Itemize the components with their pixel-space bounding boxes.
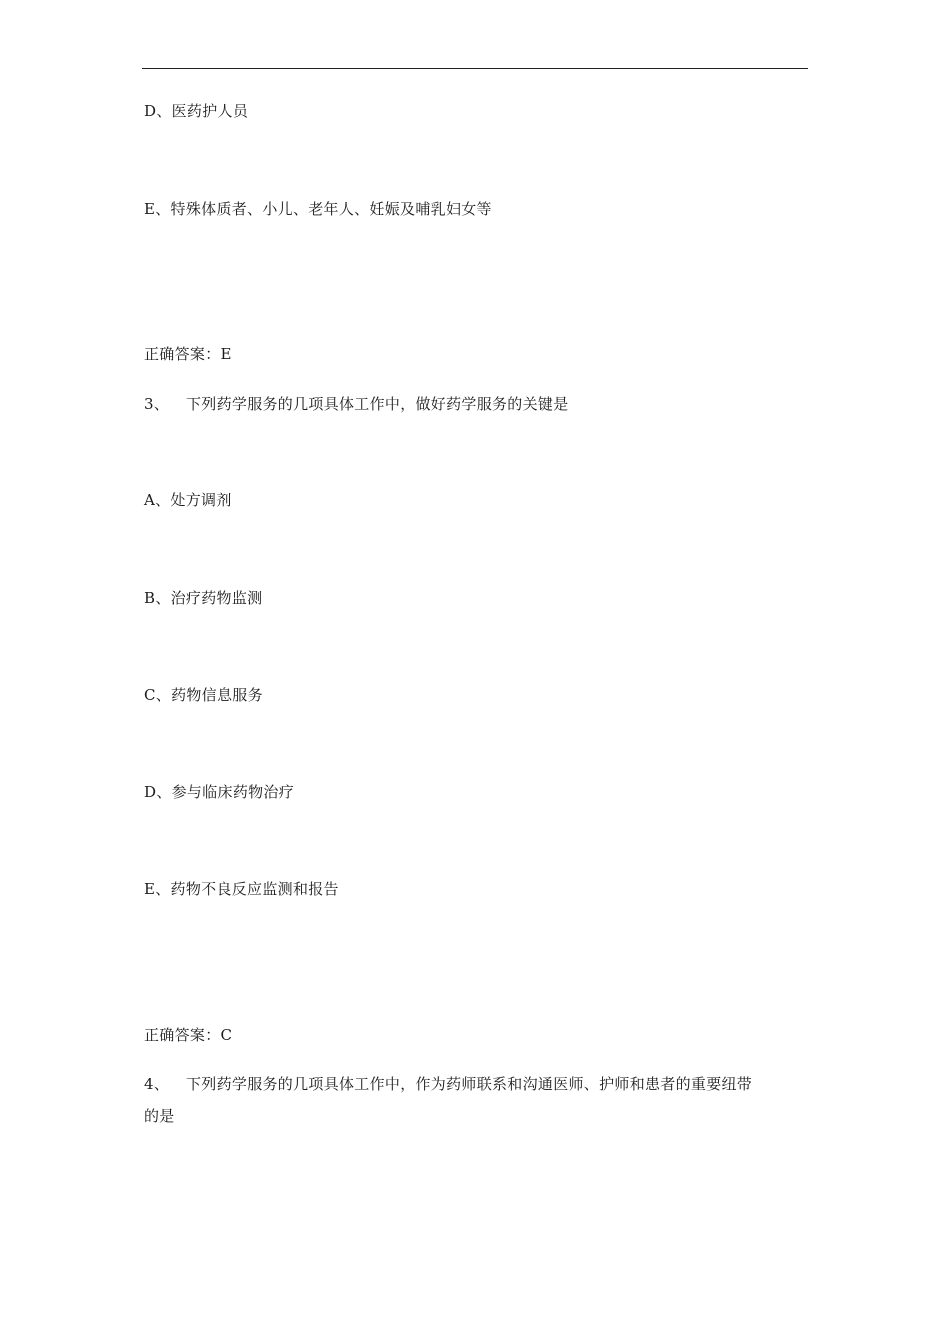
q3-option-d: D、参与临床药物治疗 [144, 783, 295, 801]
q2-answer: 正确答案：E [144, 345, 232, 363]
q4-text-line2: 的是 [144, 1107, 175, 1125]
q2-option-d: D、医药护人员 [144, 102, 249, 120]
q3-question [144, 394, 569, 414]
q4-text-line1: 下列药学服务的几项具体工作中，作为药师联系和沟通医师、护师和患者的重要纽带 [186, 1075, 753, 1093]
q3-number: 3、 [144, 395, 170, 413]
q3-text: 下列药学服务的几项具体工作中，做好药学服务的关键是 [186, 395, 569, 413]
q2-option-e: E、特殊体质者、小儿、老年人、妊娠及哺乳妇女等 [144, 200, 492, 218]
header-rule [142, 68, 808, 69]
q3-option-e: E、药物不良反应监测和报告 [144, 880, 339, 898]
q3-answer: 正确答案：C [144, 1026, 233, 1044]
q4-question [144, 1074, 752, 1094]
q4-number: 4、 [144, 1075, 170, 1093]
q3-option-a: A、处方调剂 [144, 491, 232, 509]
q3-option-b: B、治疗药物监测 [144, 589, 263, 607]
q3-option-c: C、药物信息服务 [144, 686, 263, 704]
